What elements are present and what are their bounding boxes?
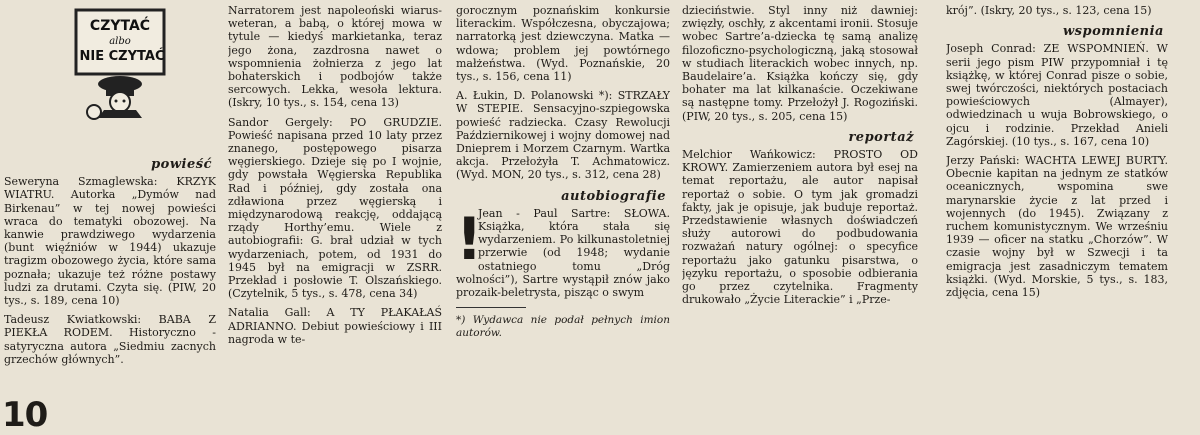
page-number: 10 <box>2 395 48 435</box>
book-entry: Melchior Wańkowicz: PROSTO OD KROWY. Zamierzeniem autora był esej na temat reportażu, ale autor napisał reportaż o sobie. O tym jak gromadzi fakty, jak je opisuje, jak buduje reportaż. Przedstawienie własnych doświadczeń służy autorowi do podbudowania rozważań natury ogólnej: o specyfice reportażu jako gatunku pisarstwa, o języku reportażu, o sposobie odbierania go przez czytelnika. Fragmenty drukowało „Życie Literackie” i „Prze- <box>682 148 918 307</box>
logo-line2: albo <box>109 36 131 47</box>
book-entry: Joseph Conrad: ZE WSPOMNIEŃ. W serii jego pism PIW przypomniał i tę książkę, w której Conrad pisze o sobie, swej twórczości, niektórych postaciach powieściowych (Almayer), odwiedzinach u wuja Bobrowskiego, o ojcu i rodzinie. Przekład Anieli Zagórskiej. (10 tys., s. 167, cena 10) <box>946 42 1168 148</box>
column-4 <box>682 4 918 312</box>
column-5 <box>946 4 1168 305</box>
section-heading-wspomnienia: wspomnienia <box>1062 24 1164 40</box>
book-entry: Natalia Gall: A TY PŁAKAŁAŚ ADRIANNO. Debiut powieściowy i III nagroda w te- <box>228 306 442 346</box>
book-entry: Tadeusz Kwiatkowski: BABA Z PIEKŁA RODEM. Historyczno - satyryczna autora „Siedmiu zacnych grzechów głównych”. <box>4 313 216 366</box>
logo-line3: NIE CZYTAĆ <box>79 49 165 64</box>
book-entry: dzieciństwie. Styl inny niż dawniej: zwięzły, oschły, z akcentami ironii. Stosuje wobec Sartre’a-dziecka tę samą analizę filozoficzno-psychologiczną, jaką stosował w studiach literackich wobec innych, np. Baudelaire’a. Książka kończy się, gdy bohater ma lat kilkanaście. Oczekiwane są następne tomy. Przełożył J. Rogoziński. (PIW, 20 tys., s. 205, cena 15) <box>682 4 918 123</box>
book-entry: Sandor Gergely: PO GRUDZIE. Powieść napisana przed 10 laty przez znanego, postępowego pisarza węgierskiego. Dzieje się po I wojnie, gdy powstała Węgierska Republika Rad i później, gdy została ona zdławiona przez węgierską i międzynarodową reakcję, oddającą rządy Horthy’emu. Wiele z autobiografii: G. brał udział w tych wydarzeniach, potem, od 1931 do 1945 był na emigracji w ZSRR. Przekład i posłowie T. Olszańskiego. (Czytelnik, 5 tys., s. 478, cena 34) <box>228 115 442 301</box>
book-entry: A. Łukin, D. Polanowski *): STRZAŁY W STEPIE. Sensacyjno-szpiegowska powieść radziecka. Czasy Rewolucji Październikowej i wojny domowej nad Dnieprem i Morzem Czarnym. Wartka akcja. Przełożyła T. Achmatowicz. (Wyd. MON, 20 tys., s. 312, cena 28) <box>456 89 670 182</box>
book-entry: Seweryna Szmaglewska: KRZYK WIATRU. Autorka „Dymów nad Birkenau” w tej nowej powieści wraca do tematyki obozowej. Na kanwie prawdziwego wydarzenia (bunt więźniów w 1944) ukazuje tragizm obozowego życia, które sama poznała; ukazuje też różne postawy ludzi za drutami. Czyta się. (PIW, 20 tys., s. 189, cena 10) <box>4 175 216 308</box>
section-heading-autobiografie: autobiografie <box>561 188 666 204</box>
book-entry: Jean - Paul Sartre: SŁOWA. Książka, która stała się wydarzeniem. Po kilkunastoletniej przerwie (od 1948; wydanie ostatniego tomu „Dróg wolności”), Sartre wystąpił znów jako prozaik-beletrysta, pisząc o swym <box>456 206 670 300</box>
footnote: *) Wydawca nie podał pełnych imion autorów. <box>456 314 670 340</box>
book-entry: Jerzy Pański: WACHTA LEWEJ BURTY. Obecnie kapitan na jednym ze statków oceanicznych, wspomina swe marynarskie życie z lat przed i wojennych (do 1945). Związany z ruchem komunistycznym. We wrześniu 1939 — oficer na statku „Chorzów”. W czasie wojny był w Szwecji i ta emigracja jest zasadniczym tematem książki. (Wyd. Morskie, 5 tys., s. 183, zdjęcia, cena 15) <box>946 154 1168 300</box>
column-3 <box>456 4 670 347</box>
book-entry: gorocznym poznańskim konkursie literackim. Współczesna, obyczajowa; narratorką jest dziewczyna. Matka — wdowa; problem jej powtórnego małżeństwa. (Wyd. Poznańskie, 20 tys., s. 156, cena 11) <box>456 4 670 84</box>
exclamation-mark-icon: ! <box>456 204 483 273</box>
book-entry: krój”. (Iskry, 20 tys., s. 123, cena 15) <box>946 4 1152 17</box>
czytac-albo-nie-czytac-logo <box>72 6 168 124</box>
logo-line1: CZYTAĆ <box>89 18 151 34</box>
footnote-rule <box>456 307 526 308</box>
section-heading-powiesc: powieść <box>151 157 212 172</box>
column-2 <box>228 4 442 352</box>
section-heading-reportaz: reportaż <box>848 129 914 145</box>
book-entry: Narratorem jest napoleoński wiarus-weteran, a babą, o której mowa w tytule — kiedyś markietanka, teraz jego żona, zazdrosna nawet o wspomnienia żołnierza z jego lat bohaterskich i podbojów także sercowych. Lekka, wesoła lektura. (Iskry, 10 tys., s. 154, cena 13) <box>228 4 442 110</box>
column-1 <box>4 150 216 372</box>
